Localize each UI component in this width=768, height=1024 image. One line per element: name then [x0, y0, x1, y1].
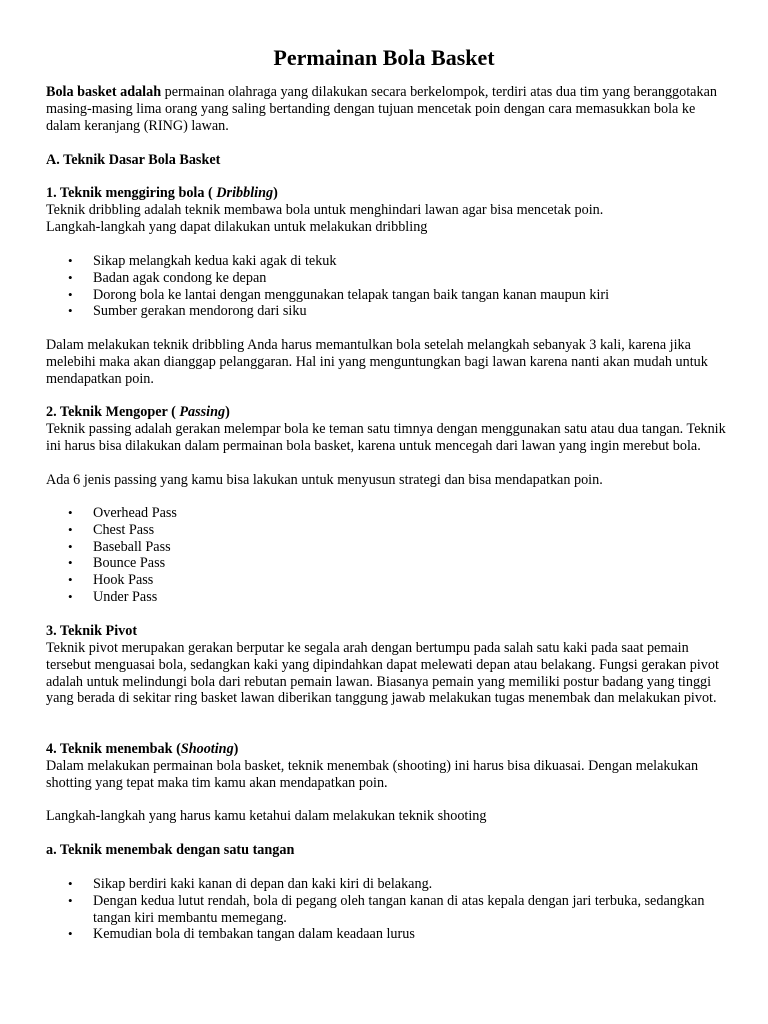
list-item: • Sumber gerakan mendorong dari siku — [46, 303, 732, 320]
s4-paragraph-1: Dalam melakukan permainan bola basket, teknik menembak (shooting) ini harus bisa dikuasai. Dengan melakukan shotting yang tepat maka tim kamu akan mendapatkan poin. — [46, 758, 699, 791]
list-item: • Baseball Pass — [46, 539, 732, 556]
s1-paragraph-3: Dalam melakukan teknik dribbling Anda harus memantulkan bola setelah melangkah sebanyak 3 kali, karena jika melebihi maka akan dianggap pelanggaran. Hal ini yang menguntungkan bagi lawan karena nanti akan mudah untuk mendapatkan poin. — [46, 337, 708, 387]
s4-paragraph-2: Langkah-langkah yang harus kamu ketahui dalam melakukan teknik shooting — [46, 808, 487, 824]
s1-heading-em: Dribbling — [216, 185, 274, 201]
s1-heading-post: ) — [273, 185, 278, 201]
s1-paragraph-1: Teknik dribbling adalah teknik membawa bola untuk menghindari lawan agar bisa mencetak poin. — [46, 202, 604, 218]
list-item: • Bounce Pass — [46, 555, 732, 572]
s1-heading — [46, 185, 732, 202]
s2-heading-em: Passing — [179, 404, 226, 420]
list-item: • Dorong bola ke lantai dengan menggunakan telapak tangan baik tangan kanan maupun kiri — [46, 287, 732, 304]
list-item: • Sikap berdiri kaki kanan di depan dan kaki kiri di belakang. — [46, 876, 732, 893]
s2-bullet-list — [46, 505, 732, 606]
s2-heading-post: ) — [225, 404, 230, 420]
s4-bullet-list — [46, 876, 732, 943]
intro-text: permainan olahraga yang dilakukan secara berkelompok, terdiri atas dua tim yang beranggotakan masing-masing lima orang yang saling bertanding dengan tujuan mencetak poin dengan cara memasukkan bola ke dalam keranjang (RING) lawan. — [46, 84, 717, 134]
s1-heading-pre: 1. Teknik menggiring bola ( — [46, 185, 217, 201]
s2-heading — [46, 404, 732, 421]
s4-heading-em: Shooting — [180, 741, 234, 757]
intro-paragraph — [46, 84, 732, 134]
s4-sub-heading-a: a. Teknik menembak dengan satu tangan — [46, 842, 295, 858]
s4-heading-post: ) — [233, 741, 239, 757]
intro-lead: Bola basket adalah — [46, 84, 162, 100]
s4-heading — [46, 741, 732, 758]
document-title: Permainan Bola Basket — [273, 45, 495, 70]
list-item: • Sikap melangkah kedua kaki agak di tekuk — [46, 253, 732, 270]
list-item: • Kemudian bola di tembakan tangan dalam keadaan lurus — [46, 926, 732, 943]
s2-paragraph-1: Teknik passing adalah gerakan melempar bola ke teman satu timnya dengan menggunakan satu atau dua tangan. Teknik ini harus bisa dilakukan dalam permainan bola basket, karena untuk mencegah dari lawan yang ingin merebut bola. — [46, 421, 726, 454]
list-item: • Badan agak condong ke depan — [46, 270, 732, 287]
list-item: • Under Pass — [46, 589, 732, 606]
s1-paragraph-2: Langkah-langkah yang dapat dilakukan untuk melakukan dribbling — [46, 219, 428, 235]
s1-bullet-list — [46, 253, 732, 320]
list-item: • Chest Pass — [46, 522, 732, 539]
section-a-heading: A. Teknik Dasar Bola Basket — [46, 152, 221, 168]
s2-paragraph-2: Ada 6 jenis passing yang kamu bisa lakukan untuk menyusun strategi dan bisa mendapatkan poin. — [46, 472, 603, 488]
s2-heading-pre: 2. Teknik Mengoper ( — [46, 404, 180, 420]
list-item: • Dengan kedua lutut rendah, bola di pegang oleh tangan kanan di atas kepala dengan jari terbuka, sedangkan tangan kiri membantu memegang. — [46, 893, 732, 927]
s3-heading: 3. Teknik Pivot — [46, 623, 138, 639]
s4-heading-pre: 4. Teknik menembak ( — [46, 741, 181, 757]
s3-paragraph-1: Teknik pivot merupakan gerakan berputar ke segala arah dengan bertumpu pada salah satu kaki pada saat pemain tersebut menguasai bola, sedangkan kaki yang dipindahkan dapat melewati depan atau belakang. Fungsi gerakan pivot adalah untuk melindungi bola dari rebutan pemain lawan. Biasanya pemain yang memiliki postur badang yang tinggi yang berada di sekitar ring basket lawan diberikan tanggung jawab melakukan tugas menembak dan melakukan pivot. — [46, 640, 719, 707]
list-item: • Hook Pass — [46, 572, 732, 589]
list-item: • Overhead Pass — [46, 505, 732, 522]
